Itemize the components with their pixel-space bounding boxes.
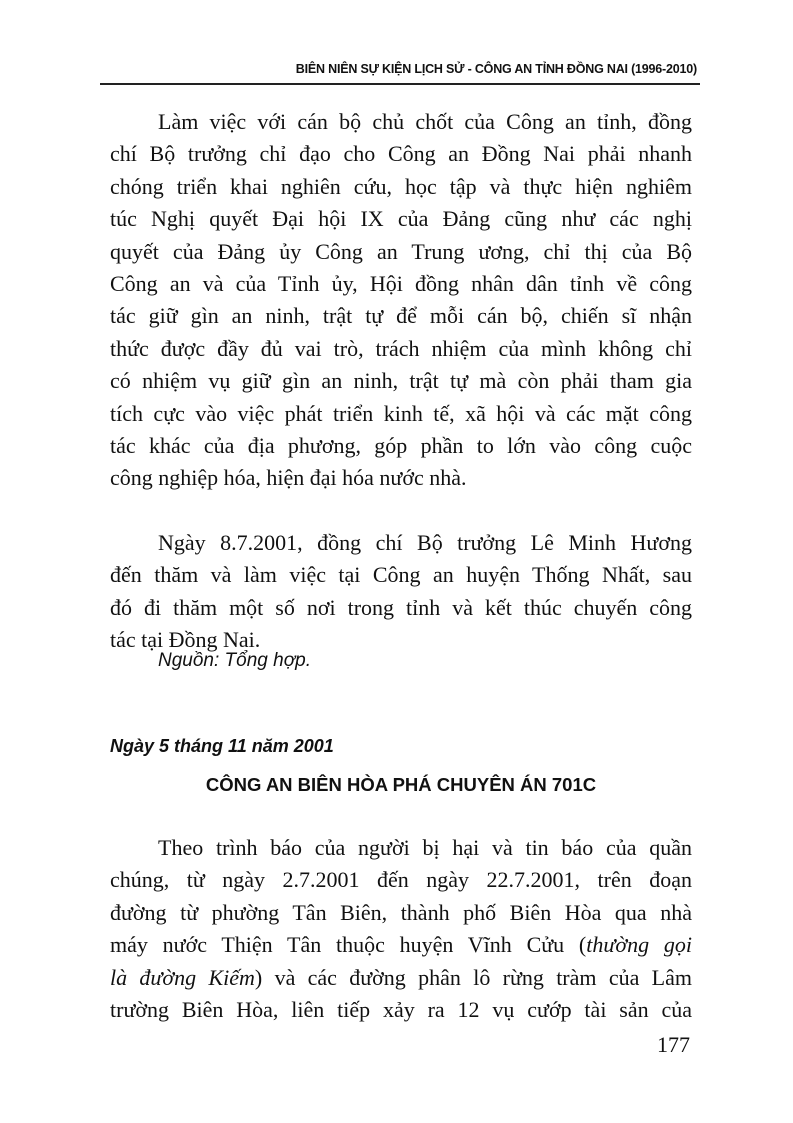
text-line: Làm việc với cán bộ chủ chốt của Công an tỉnh, đồng [158,109,692,134]
entry-title-text: CÔNG AN BIÊN HÒA PHÁ CHUYÊN ÁN 701C [205,774,597,795]
running-header: BIÊN NIÊN SỰ KIỆN LỊCH SỬ - CÔNG AN TỈNH ĐỒNG NAI (1996-2010) [295,62,697,76]
text-line: thức được đầy đủ vai trò, trách nhiệm của mình không chỉ [110,335,692,361]
text-line: đến thăm và làm việc tại Công an huyện Thống Nhất, sau [110,562,692,588]
text-line: Công an và của Tỉnh ủy, Hội đồng nhân dân tỉnh về công [110,270,692,296]
italic-span: là đường Kiếm [110,964,255,990]
italic-span: thường gọi [586,932,693,958]
text-span: máy nước Thiện Tân thuộc huyện Vĩnh Cửu ( [110,932,587,958]
text-line: có nhiệm vụ giữ gìn an ninh, trật tự mà còn phải tham gia [110,368,692,394]
text-line [110,929,692,961]
text-line: trường Biên Hòa, liên tiếp xảy ra 12 vụ cướp tài sản của [110,996,692,1022]
entry-date [110,730,692,762]
text-line: Ngày 8.7.2001, đồng chí Bộ trưởng Lê Minh Hương [158,530,692,555]
entry-title [110,769,692,801]
paragraph-3 [110,832,692,1026]
text-line: tác giữ gìn an ninh, trật tự để mỗi cán bộ, chiến sĩ nhận [110,303,692,329]
text-line: đó đi thăm một số nơi trong tỉnh và kết thúc chuyến công [110,594,692,620]
text-line: chí Bộ trưởng chỉ đạo cho Công an Đồng Nai phải nhanh [110,141,692,167]
text-line: đường từ phường Tân Biên, thành phố Biên Hòa qua nhà [110,899,692,925]
paragraph-1 [110,106,692,495]
text-line: tác khác của địa phương, góp phần to lớn vào công cuộc [110,432,692,458]
text-line [110,962,692,994]
text-line: quyết của Đảng ủy Công an Trung ương, chỉ thị của Bộ [110,238,692,264]
text-line: túc Nghị quyết Đại hội IX của Đảng cũng như các nghị [110,206,692,232]
paragraph-2 [110,527,692,657]
text-span: ) và các đường phân lô rừng tràm của Lâm [254,964,692,990]
text-line: chóng triển khai nghiên cứu, học tập và thực hiện nghiêm [110,173,692,199]
text-line: công nghiệp hóa, hiện đại hóa nước nhà. [110,465,467,491]
text-line: Theo trình báo của người bị hại và tin báo của quần [158,835,692,860]
text-line: chúng, từ ngày 2.7.2001 đến ngày 22.7.2001, trên đoạn [110,867,692,893]
entry-date-text: Ngày 5 tháng 11 năm 2001 [110,736,334,756]
source-note [110,645,692,677]
header-rule [100,83,700,85]
source-text: Nguồn: Tổng hợp. [158,650,312,671]
page-number: 177 [657,1032,690,1057]
text-line: tác tại Đồng Nai. [110,627,261,653]
text-line: tích cực vào việc phát triển kinh tế, xã hội và các mặt công [110,400,692,426]
